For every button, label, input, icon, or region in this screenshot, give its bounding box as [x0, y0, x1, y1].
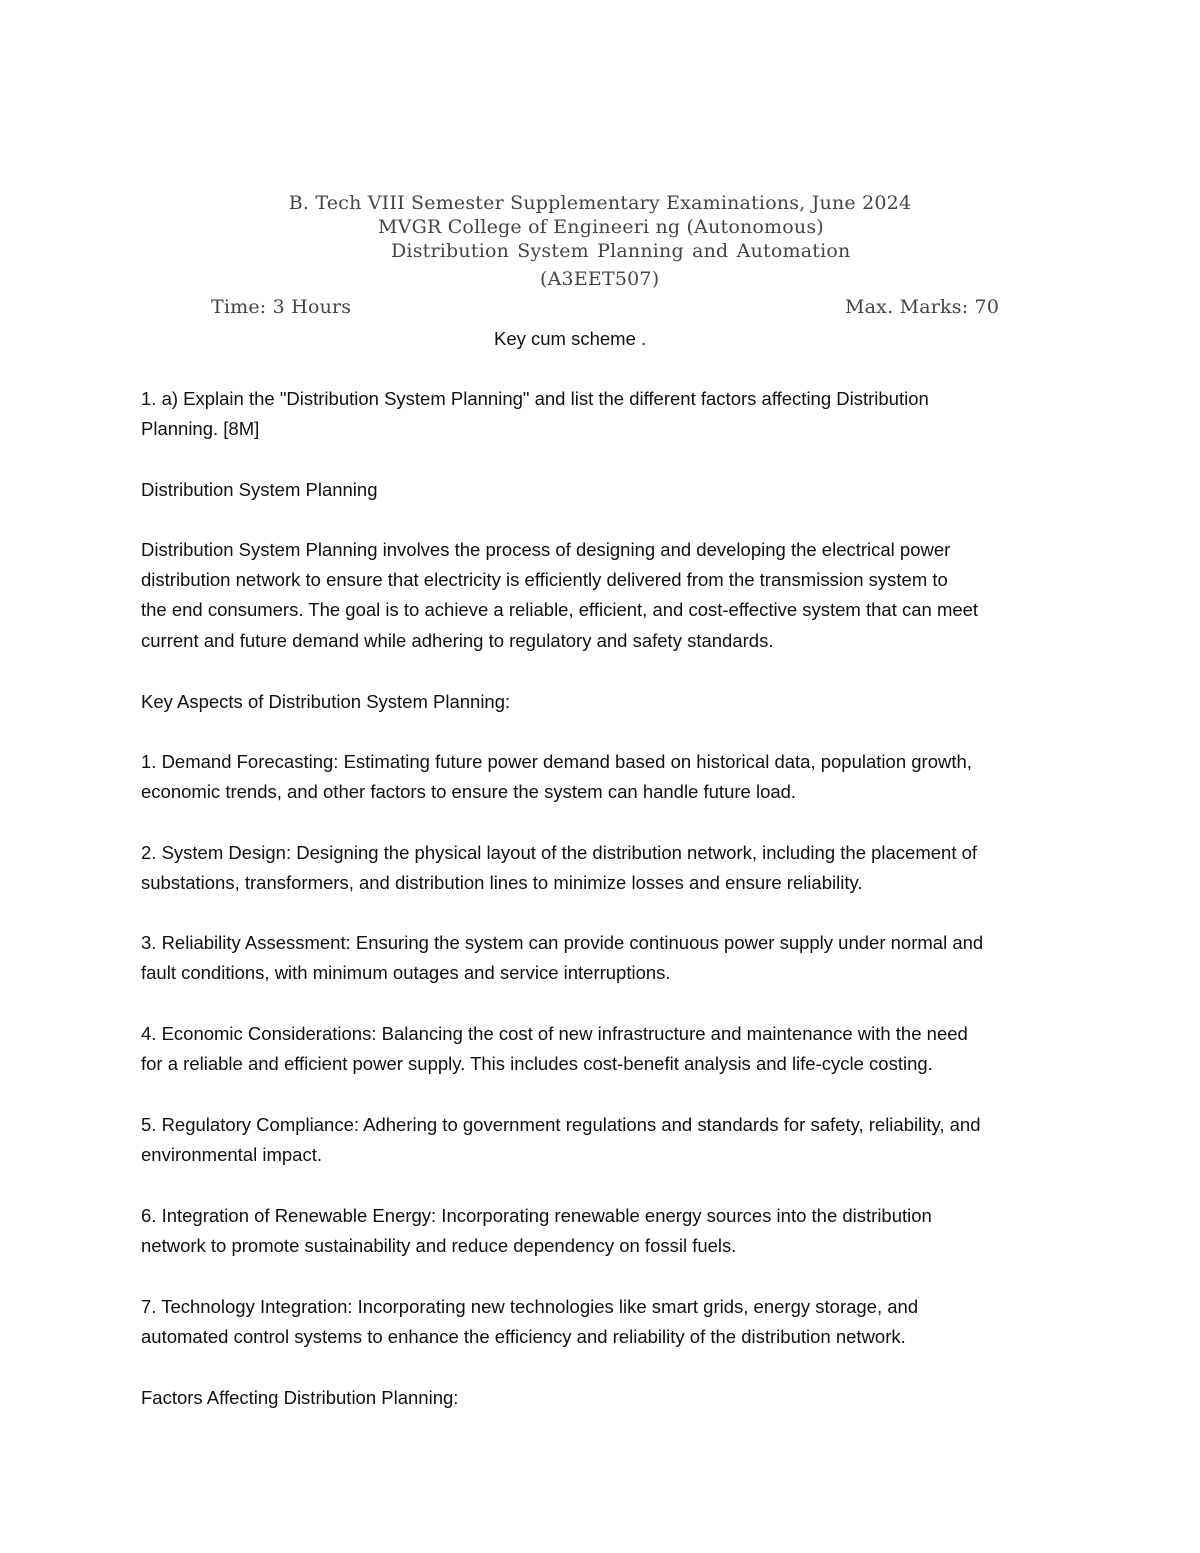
college-name: MVGR College of Engineeri ng (Autonomous) [378, 216, 824, 238]
intro-line-4: current and future demand while adhering to regulatory and safety standards. [141, 630, 774, 651]
aspect-item-2-line-1: 2. System Design: Designing the physical layout of the distribution network, including the placement of [141, 842, 978, 863]
aspect-item-7-line-1: 7. Technology Integration: Incorporating new technologies like smart grids, energy storage, and [141, 1296, 919, 1317]
aspect-item-6-line-2: network to promote sustainability and reduce dependency on fossil fuels. [141, 1235, 737, 1256]
aspect-item-3-line-2: fault conditions, with minimum outages and service interruptions. [141, 962, 671, 983]
aspect-item-7-line-2: automated control systems to enhance the efficiency and reliability of the distribution network. [141, 1326, 906, 1347]
aspect-item-3-line-1: 3. Reliability Assessment: Ensuring the system can provide continuous power supply under normal and [141, 932, 984, 953]
course-code: (A3EET507) [540, 268, 660, 290]
intro-line-1: Distribution System Planning involves the process of designing and developing the electrical power [141, 539, 951, 560]
aspect-item-6-line-1: 6. Integration of Renewable Energy: Incorporating renewable energy sources into the distribution [141, 1205, 932, 1226]
document-subtitle: Key cum scheme . [494, 328, 647, 349]
intro-line-2: distribution network to ensure that electricity is efficiently delivered from the transmission system to [141, 569, 948, 590]
intro-line-3: the end consumers. The goal is to achieve a reliable, efficient, and cost-effective system that can meet [141, 599, 979, 620]
aspect-item-5-line-1: 5. Regulatory Compliance: Adhering to government regulations and standards for safety, reliability, and [141, 1114, 981, 1135]
exam-title: B. Tech VIII Semester Supplementary Examinations, June 2024 [288, 192, 912, 214]
question-line-2: Planning. [8M] [141, 418, 260, 439]
aspect-item-4-line-1: 4. Economic Considerations: Balancing the cost of new infrastructure and maintenance with the need [141, 1023, 968, 1044]
course-title: Distribution System Planning and Automation [391, 240, 851, 262]
exam-time: Time: 3 Hours [211, 296, 352, 318]
key-aspects-heading: Key Aspects of Distribution System Planning: [141, 691, 511, 712]
max-marks: Max. Marks: 70 [845, 296, 1000, 318]
section-heading: Distribution System Planning [141, 479, 378, 500]
aspect-item-1-line-2: economic trends, and other factors to ensure the system can handle future load. [141, 781, 797, 802]
aspect-item-4-line-2: for a reliable and efficient power supply. This includes cost-benefit analysis and life-cycle costing. [141, 1053, 933, 1074]
aspect-item-1-line-1: 1. Demand Forecasting: Estimating future power demand based on historical data, population growth, [141, 751, 972, 772]
aspect-item-5-line-2: environmental impact. [141, 1144, 322, 1165]
question-line-1: 1. a) Explain the "Distribution System Planning" and list the different factors affecting Distribution [141, 388, 929, 409]
factors-heading: Factors Affecting Distribution Planning: [141, 1387, 459, 1408]
aspect-item-2-line-2: substations, transformers, and distribution lines to minimize losses and ensure reliability. [141, 872, 863, 893]
